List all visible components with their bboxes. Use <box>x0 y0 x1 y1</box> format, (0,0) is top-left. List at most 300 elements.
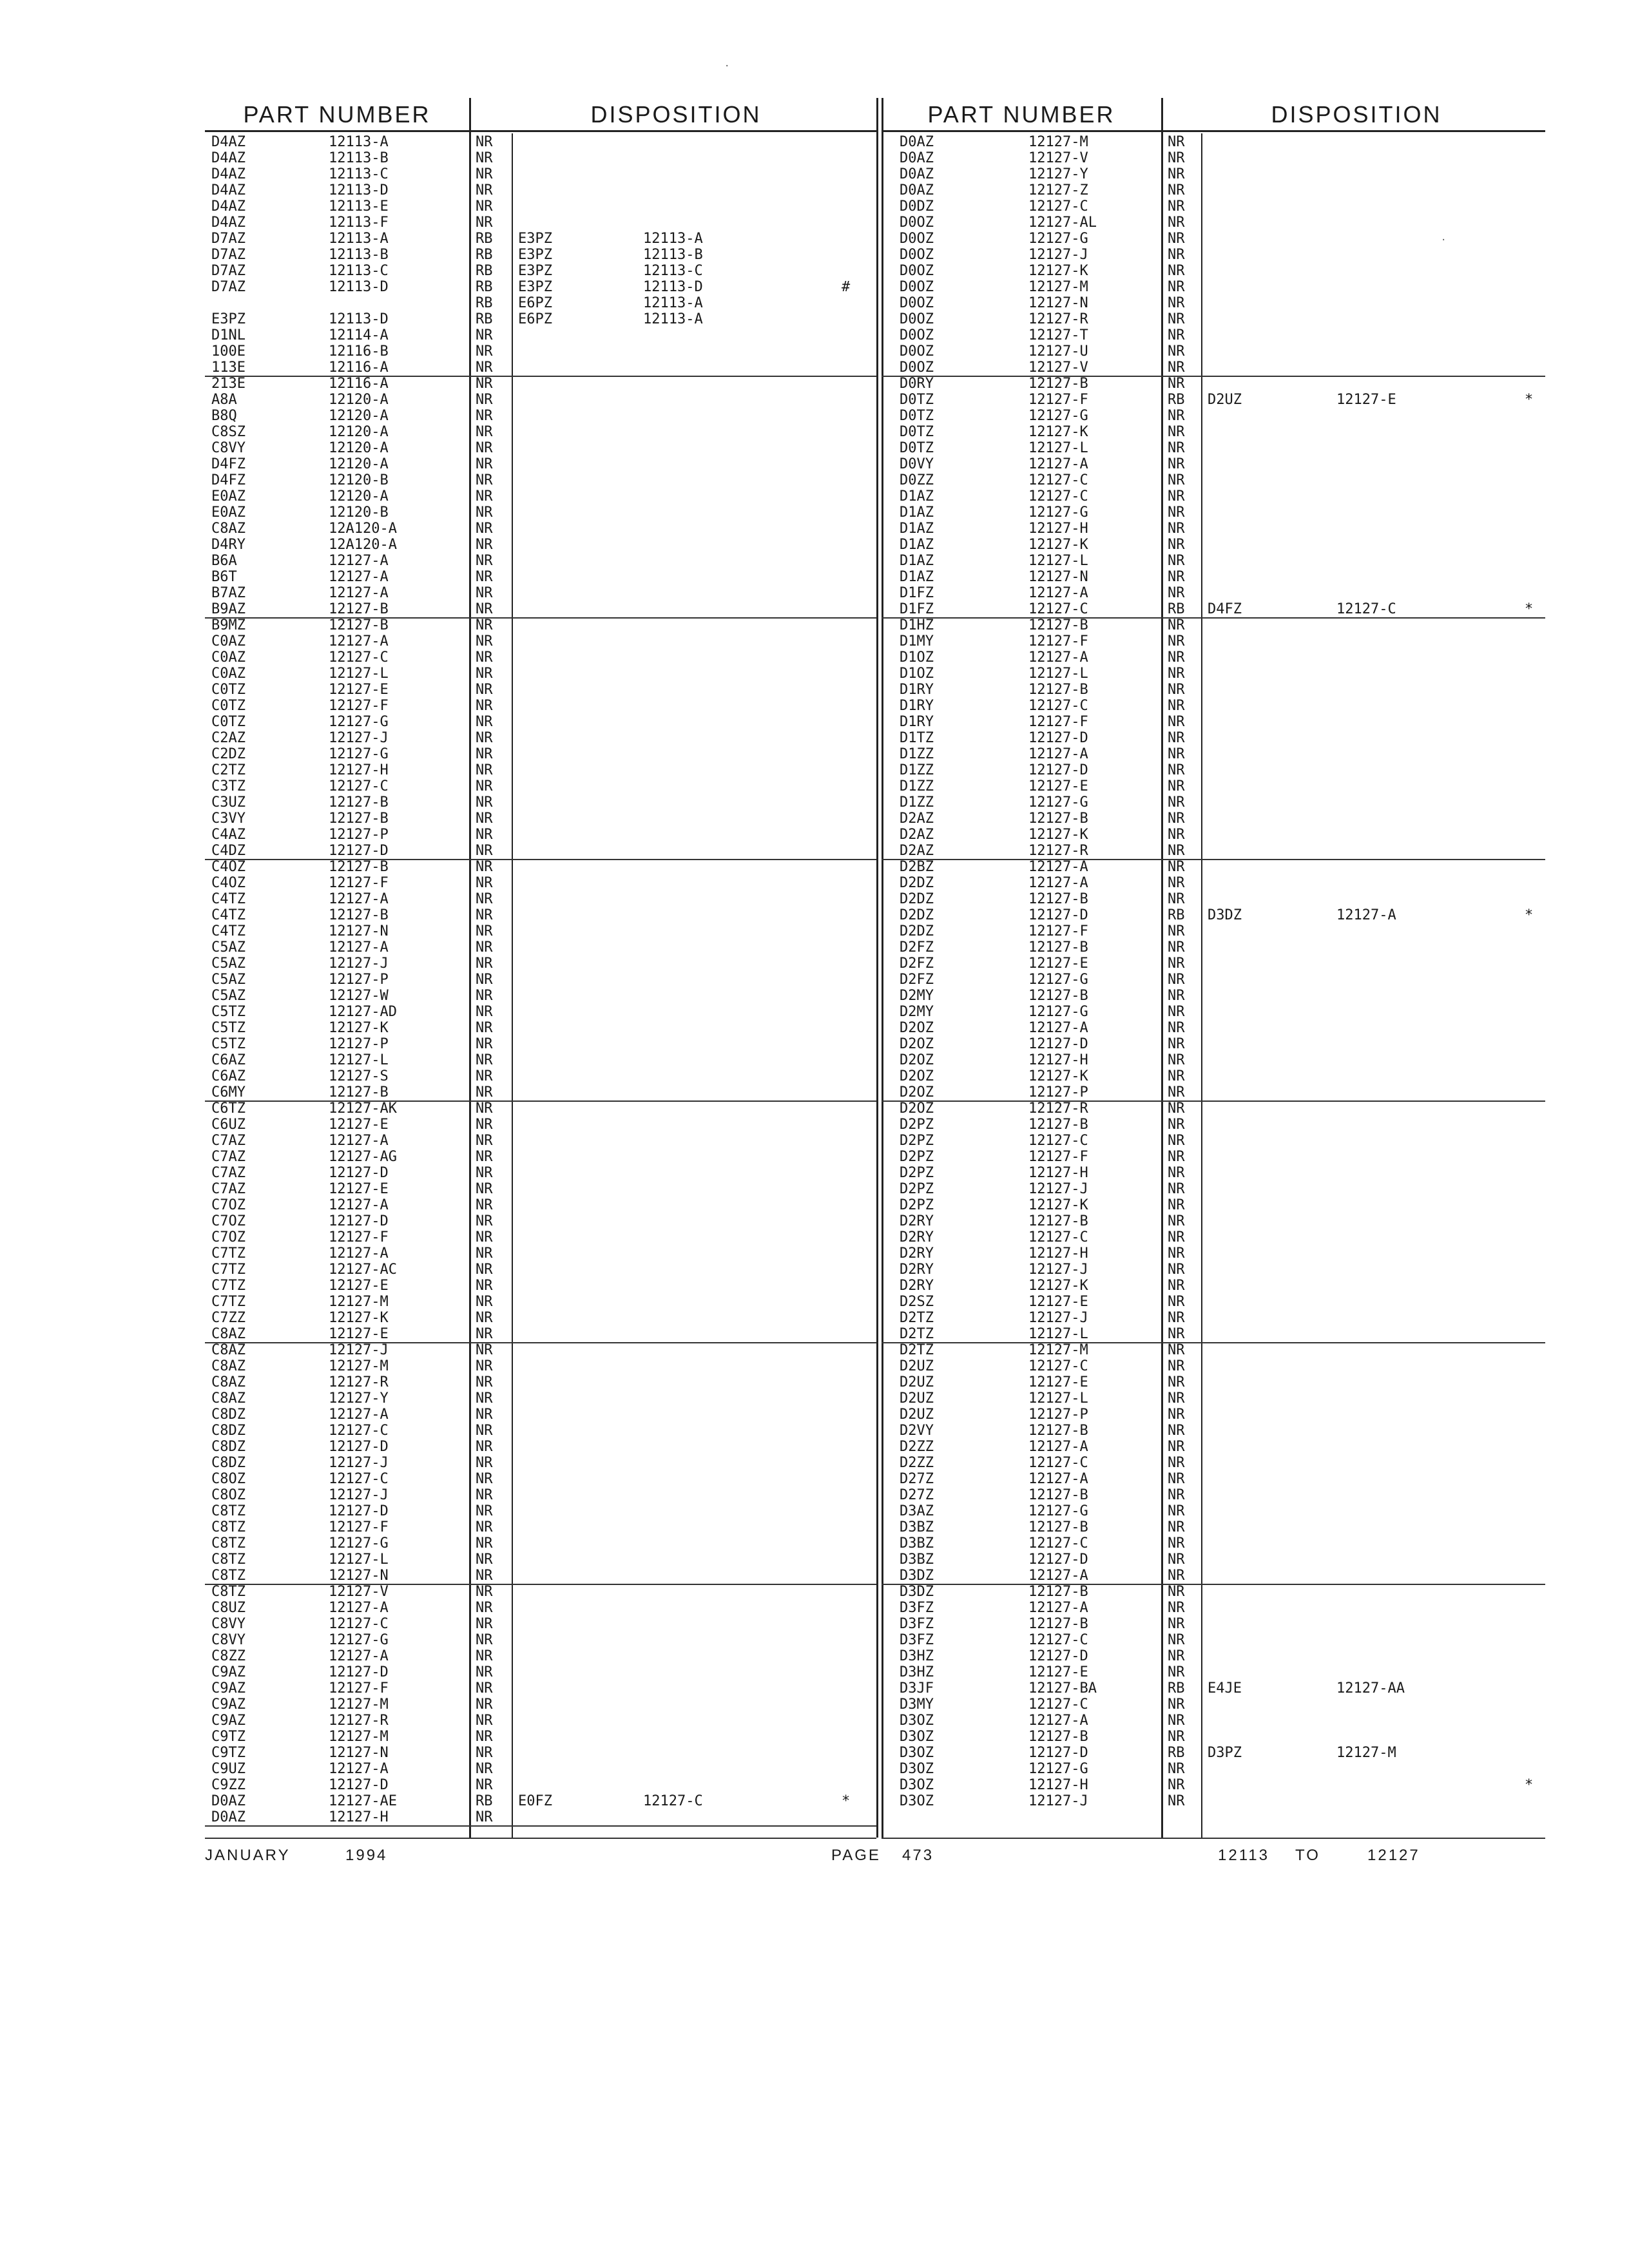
table-row <box>882 827 1545 843</box>
part-number: 12127-L <box>1028 1390 1088 1407</box>
disposition-code: NR <box>1168 1342 1185 1358</box>
disposition-code: NR <box>476 1471 493 1487</box>
part-prefix: D2PZ <box>900 1165 934 1181</box>
disposition-code: NR <box>476 939 493 956</box>
part-prefix: C2TZ <box>211 762 246 778</box>
part-number: 12127-M <box>1028 1342 1088 1358</box>
table-row <box>205 311 876 327</box>
part-number: 12127-S <box>329 1068 389 1084</box>
table-row <box>205 1487 876 1503</box>
part-number: 12127-G <box>1028 408 1088 424</box>
table-row <box>882 939 1545 956</box>
table-row <box>882 343 1545 360</box>
part-prefix: C8TZ <box>211 1568 246 1584</box>
part-number: 12127-L <box>329 666 389 682</box>
table-row <box>882 247 1545 263</box>
disposition-code: NR <box>476 1229 493 1245</box>
table-row <box>205 923 876 939</box>
part-prefix: C0TZ <box>211 698 246 714</box>
disposition-code: NR <box>1168 215 1185 231</box>
table-row <box>882 633 1545 649</box>
row-mark: * <box>1525 907 1534 923</box>
disposition-code: NR <box>1168 456 1185 472</box>
disposition-code: NR <box>1168 698 1185 714</box>
part-prefix: D1RY <box>900 698 934 714</box>
part-number: 12127-AE <box>329 1793 397 1809</box>
part-prefix: C9AZ <box>211 1696 246 1713</box>
part-number: 12127-F <box>329 1680 389 1696</box>
part-prefix: D1ZZ <box>900 762 934 778</box>
disposition-code: NR <box>1168 376 1185 392</box>
replacement-prefix: D3DZ <box>1208 907 1242 923</box>
footer-month: JANUARY <box>205 1847 291 1864</box>
disposition-code: NR <box>476 1568 493 1584</box>
part-prefix: D2OZ <box>900 1036 934 1052</box>
table-row <box>882 1713 1545 1729</box>
disposition-code: NR <box>1168 1696 1185 1713</box>
disposition-code: NR <box>1168 1310 1185 1326</box>
part-prefix: D3OZ <box>900 1745 934 1761</box>
part-number: 12127-J <box>329 1342 389 1358</box>
table-row <box>882 1149 1545 1165</box>
disposition-code: RB <box>476 295 493 311</box>
part-prefix: D2DZ <box>900 907 934 923</box>
disposition-code: NR <box>476 1020 493 1036</box>
part-number: 12127-D <box>1028 1036 1088 1052</box>
part-number: 12127-C <box>1028 1696 1088 1713</box>
part-prefix: C0AZ <box>211 666 246 682</box>
disposition-code: NR <box>1168 666 1185 682</box>
table-row <box>882 972 1545 988</box>
table-row <box>205 1374 876 1390</box>
part-prefix: C5TZ <box>211 1036 246 1052</box>
part-number: 12127-AK <box>329 1100 397 1117</box>
part-prefix: D2SZ <box>900 1294 934 1310</box>
disposition-code: NR <box>476 1294 493 1310</box>
part-number: 12127-B <box>1028 1616 1088 1632</box>
part-number: 12127-G <box>1028 1004 1088 1020</box>
part-number: 12127-C <box>1028 601 1088 617</box>
disposition-code: NR <box>476 1100 493 1117</box>
table-row <box>205 247 876 263</box>
part-prefix: C8UZ <box>211 1600 246 1616</box>
column-divider <box>876 98 878 1838</box>
part-number: 12127-E <box>1028 956 1088 972</box>
part-number: 12127-A <box>1028 859 1088 875</box>
table-row <box>205 392 876 408</box>
disposition-code: NR <box>1168 1471 1185 1487</box>
part-prefix: C2AZ <box>211 730 246 746</box>
part-number: 12127-D <box>329 843 389 859</box>
table-row <box>205 859 876 875</box>
part-number: 12113-C <box>329 166 389 182</box>
part-prefix: D3FZ <box>900 1600 934 1616</box>
part-number: 12127-P <box>329 972 389 988</box>
part-prefix: D2PZ <box>900 1149 934 1165</box>
disposition-code: NR <box>1168 505 1185 521</box>
part-number: 12127-M <box>1028 134 1088 150</box>
disposition-code: RB <box>1168 601 1185 617</box>
disposition-code: NR <box>476 1777 493 1793</box>
part-number: 12114-A <box>329 327 389 343</box>
disposition-code: NR <box>1168 649 1185 666</box>
table-row <box>882 1133 1545 1149</box>
disposition-code: NR <box>476 794 493 811</box>
disposition-code: NR <box>1168 472 1185 488</box>
part-prefix: B9AZ <box>211 601 246 617</box>
disposition-code: NR <box>476 150 493 166</box>
table-row <box>205 827 876 843</box>
table-row <box>205 956 876 972</box>
table-row <box>882 150 1545 166</box>
part-prefix: D2TZ <box>900 1342 934 1358</box>
table-row <box>205 1100 876 1117</box>
part-number: 12127-P <box>329 1036 389 1052</box>
disposition-code: NR <box>476 424 493 440</box>
disposition-code: NR <box>1168 811 1185 827</box>
part-prefix: D1AZ <box>900 505 934 521</box>
replacement-number: 12113-A <box>643 231 703 247</box>
table-row <box>882 166 1545 182</box>
part-prefix: C9TZ <box>211 1729 246 1745</box>
part-number: 12127-C <box>329 1616 389 1632</box>
disposition-code: NR <box>476 714 493 730</box>
disposition-code: NR <box>1168 198 1185 215</box>
disposition-code: NR <box>476 1535 493 1552</box>
disposition-code: NR <box>476 1036 493 1052</box>
table-row <box>205 1358 876 1374</box>
part-prefix: C8AZ <box>211 521 246 537</box>
part-prefix: D7AZ <box>211 279 246 295</box>
disposition-code: NR <box>476 182 493 198</box>
part-prefix: D2AZ <box>900 827 934 843</box>
replacement-prefix: E6PZ <box>518 311 552 327</box>
part-number: 12127-H <box>1028 1777 1088 1793</box>
part-number: 12127-B <box>1028 1584 1088 1600</box>
part-number: 12127-A <box>329 569 389 585</box>
table-row <box>205 456 876 472</box>
part-prefix: D3MY <box>900 1696 934 1713</box>
part-prefix: D0TZ <box>900 408 934 424</box>
part-prefix: D3HZ <box>900 1648 934 1664</box>
part-prefix: D1FZ <box>900 585 934 601</box>
part-number: 12127-A <box>1028 1439 1088 1455</box>
part-number: 12A120-A <box>329 537 397 553</box>
disposition-code: NR <box>476 166 493 182</box>
part-prefix: C9TZ <box>211 1745 246 1761</box>
part-number: 12127-K <box>1028 424 1088 440</box>
disposition-code: NR <box>476 505 493 521</box>
part-prefix: C7OZ <box>211 1213 246 1229</box>
disposition-code: NR <box>1168 1729 1185 1745</box>
part-number: 12127-B <box>329 601 389 617</box>
disposition-code: NR <box>476 730 493 746</box>
part-number: 12127-G <box>1028 505 1088 521</box>
disposition-code: NR <box>1168 972 1185 988</box>
part-prefix: B6A <box>211 553 237 569</box>
disposition-code: NR <box>1168 360 1185 376</box>
table-row <box>205 1729 876 1745</box>
disposition-code: NR <box>1168 231 1185 247</box>
table-row <box>205 1648 876 1664</box>
part-number: 12120-B <box>329 505 389 521</box>
disposition-code: NR <box>1168 859 1185 875</box>
part-number: 12127-H <box>1028 1052 1088 1068</box>
table-row <box>882 553 1545 569</box>
table-row <box>205 1181 876 1197</box>
part-prefix: D2VY <box>900 1423 934 1439</box>
part-prefix: C8DZ <box>211 1407 246 1423</box>
part-prefix: D3OZ <box>900 1713 934 1729</box>
part-number: 12113-F <box>329 215 389 231</box>
replacement-prefix: E3PZ <box>518 263 552 279</box>
disposition-code: RB <box>1168 1745 1185 1761</box>
table-row <box>882 1519 1545 1535</box>
table-row <box>882 1020 1545 1036</box>
disposition-code: NR <box>476 1390 493 1407</box>
disposition-code: NR <box>1168 1294 1185 1310</box>
part-number: 12127-A <box>329 1648 389 1664</box>
part-number: 12127-H <box>329 1809 389 1825</box>
part-prefix: C8AZ <box>211 1374 246 1390</box>
part-number: 12127-B <box>1028 376 1088 392</box>
replacement-prefix: D3PZ <box>1208 1745 1242 1761</box>
part-prefix: D1AZ <box>900 553 934 569</box>
disposition-code: NR <box>1168 1133 1185 1149</box>
disposition-code: RB <box>476 1793 493 1809</box>
part-number: 12127-E <box>329 1181 389 1197</box>
replacement-number: 12113-D <box>643 279 703 295</box>
disposition-code: NR <box>476 134 493 150</box>
table-row <box>882 537 1545 553</box>
table-row <box>882 585 1545 601</box>
disposition-code: NR <box>1168 1423 1185 1439</box>
disposition-code: NR <box>1168 617 1185 633</box>
part-number: 12127-A <box>329 939 389 956</box>
replacement-number: 12127-A <box>1336 907 1396 923</box>
part-number: 12127-F <box>329 1519 389 1535</box>
table-row <box>205 1745 876 1761</box>
disposition-code: NR <box>1168 1278 1185 1294</box>
part-number: 12127-B <box>329 794 389 811</box>
part-number: 12127-C <box>1028 472 1088 488</box>
part-number: 12127-J <box>1028 1181 1088 1197</box>
disposition-code: NR <box>476 392 493 408</box>
part-prefix: D2FZ <box>900 956 934 972</box>
disposition-code: NR <box>476 1552 493 1568</box>
part-prefix: C8TZ <box>211 1519 246 1535</box>
part-number: 12127-A <box>1028 1713 1088 1729</box>
part-prefix: C9AZ <box>211 1713 246 1729</box>
disposition-code: NR <box>476 327 493 343</box>
part-number: 12127-B <box>329 811 389 827</box>
disposition-code: RB <box>476 311 493 327</box>
replacement-prefix: E3PZ <box>518 247 552 263</box>
disposition-code: NR <box>476 1374 493 1390</box>
part-prefix: D0OZ <box>900 295 934 311</box>
table-row <box>882 1068 1545 1084</box>
part-number: 12127-C <box>329 649 389 666</box>
part-prefix: C4DZ <box>211 843 246 859</box>
table-row <box>882 1439 1545 1455</box>
disposition-code: NR <box>476 1503 493 1519</box>
part-prefix: D2DZ <box>900 923 934 939</box>
disposition-code: NR <box>476 1648 493 1664</box>
table-row <box>882 279 1545 295</box>
part-prefix: D2OZ <box>900 1052 934 1068</box>
part-prefix: C0TZ <box>211 682 246 698</box>
part-number: 12127-U <box>1028 343 1088 360</box>
disposition-code: NR <box>476 1326 493 1342</box>
part-prefix: D2RY <box>900 1278 934 1294</box>
part-number: 12127-K <box>1028 263 1088 279</box>
part-number: 12127-K <box>329 1310 389 1326</box>
part-prefix: D0DZ <box>900 198 934 215</box>
right-table <box>882 98 1545 1838</box>
table-row <box>205 762 876 778</box>
part-number: 12127-G <box>1028 231 1088 247</box>
table-row <box>205 440 876 456</box>
part-number: 12127-G <box>329 1535 389 1552</box>
part-prefix: D2OZ <box>900 1100 934 1117</box>
disposition-code: NR <box>476 1068 493 1084</box>
table-row <box>205 521 876 537</box>
disposition-code: NR <box>476 956 493 972</box>
table-row <box>205 666 876 682</box>
table-row <box>882 1213 1545 1229</box>
part-prefix: D2UZ <box>900 1358 934 1374</box>
disposition-code: NR <box>1168 1487 1185 1503</box>
table-row <box>882 907 1545 923</box>
part-number: 12127-P <box>1028 1407 1088 1423</box>
table-row <box>205 488 876 505</box>
table-row <box>205 988 876 1004</box>
replacement-number: 12113-A <box>643 311 703 327</box>
table-row <box>882 1117 1545 1133</box>
table-row <box>882 1793 1545 1809</box>
part-number: 12127-W <box>329 988 389 1004</box>
part-prefix: D4AZ <box>211 215 246 231</box>
part-prefix: C8VY <box>211 1632 246 1648</box>
table-row <box>882 1584 1545 1600</box>
part-prefix: E0AZ <box>211 505 246 521</box>
disposition-code: NR <box>476 1133 493 1149</box>
table-row <box>205 585 876 601</box>
replacement-prefix: E4JE <box>1208 1680 1242 1696</box>
disposition-code: NR <box>1168 1503 1185 1519</box>
part-prefix: D0OZ <box>900 279 934 295</box>
part-prefix: D1MY <box>900 633 934 649</box>
part-prefix: C2DZ <box>211 746 246 762</box>
disposition-code: NR <box>476 1407 493 1423</box>
disposition-code: NR <box>1168 1197 1185 1213</box>
part-prefix: D0AZ <box>211 1793 246 1809</box>
part-prefix: C5AZ <box>211 956 246 972</box>
part-number: 12127-G <box>329 746 389 762</box>
part-number: 12127-C <box>1028 1358 1088 1374</box>
part-prefix: C7TZ <box>211 1294 246 1310</box>
disposition-code: NR <box>1168 875 1185 891</box>
disposition-code: NR <box>476 537 493 553</box>
table-row <box>882 601 1545 619</box>
table-row <box>205 1342 876 1358</box>
part-prefix: C0TZ <box>211 714 246 730</box>
header-rule <box>882 130 1545 132</box>
disposition-code: NR <box>476 1213 493 1229</box>
part-prefix: C8VY <box>211 440 246 456</box>
part-prefix: C8AZ <box>211 1358 246 1374</box>
table-row <box>205 811 876 827</box>
part-prefix: D3OZ <box>900 1793 934 1809</box>
part-prefix: C6TZ <box>211 1100 246 1117</box>
disposition-code: NR <box>476 553 493 569</box>
part-prefix: D0OZ <box>900 231 934 247</box>
part-number: 12127-A <box>329 633 389 649</box>
part-number: 12127-J <box>329 1455 389 1471</box>
part-number: 12127-A <box>1028 875 1088 891</box>
table-row <box>882 134 1545 150</box>
part-prefix: C3VY <box>211 811 246 827</box>
table-row <box>882 762 1545 778</box>
part-prefix: C4TZ <box>211 891 246 907</box>
table-row <box>882 1262 1545 1278</box>
part-prefix: D2TZ <box>900 1326 934 1342</box>
part-number: 12127-A <box>1028 1471 1088 1487</box>
part-number: 12127-D <box>1028 1745 1088 1761</box>
table-row <box>205 698 876 714</box>
part-number: 12127-G <box>1028 972 1088 988</box>
part-number: 12127-E <box>1028 778 1088 794</box>
disposition-code: NR <box>1168 1084 1185 1100</box>
part-number: 12127-F <box>329 698 389 714</box>
disposition-code: NR <box>1168 569 1185 585</box>
part-prefix: D0TZ <box>900 424 934 440</box>
disposition-code: NR <box>476 811 493 827</box>
disposition-code: NR <box>1168 746 1185 762</box>
table-row <box>205 150 876 166</box>
disposition-code: RB <box>476 247 493 263</box>
part-prefix: C8DZ <box>211 1455 246 1471</box>
table-row <box>882 1342 1545 1358</box>
part-prefix: D7AZ <box>211 247 246 263</box>
part-prefix: C8TZ <box>211 1552 246 1568</box>
part-number: 12127-R <box>1028 1100 1088 1117</box>
part-prefix: C5TZ <box>211 1020 246 1036</box>
part-prefix: D4FZ <box>211 472 246 488</box>
disposition-code: NR <box>1168 1052 1185 1068</box>
disposition-code: RB <box>1168 392 1185 408</box>
part-prefix: C6AZ <box>211 1068 246 1084</box>
disposition-code: NR <box>476 376 493 392</box>
part-number: 12127-K <box>1028 537 1088 553</box>
disposition-code: NR <box>1168 311 1185 327</box>
part-prefix: D1AZ <box>900 488 934 505</box>
part-number: 12127-L <box>1028 1326 1088 1342</box>
table-row <box>882 360 1545 377</box>
part-number: 12127-A <box>329 1245 389 1262</box>
table-row <box>205 1133 876 1149</box>
part-prefix: C4TZ <box>211 923 246 939</box>
part-prefix: D1HZ <box>900 617 934 633</box>
part-number: 12113-B <box>329 150 389 166</box>
table-row <box>205 569 876 585</box>
disposition-code: NR <box>1168 1068 1185 1084</box>
disposition-code: NR <box>476 1181 493 1197</box>
table-row <box>882 472 1545 488</box>
part-prefix: C0AZ <box>211 649 246 666</box>
part-number: 12127-A <box>1028 649 1088 666</box>
part-prefix: D1AZ <box>900 537 934 553</box>
